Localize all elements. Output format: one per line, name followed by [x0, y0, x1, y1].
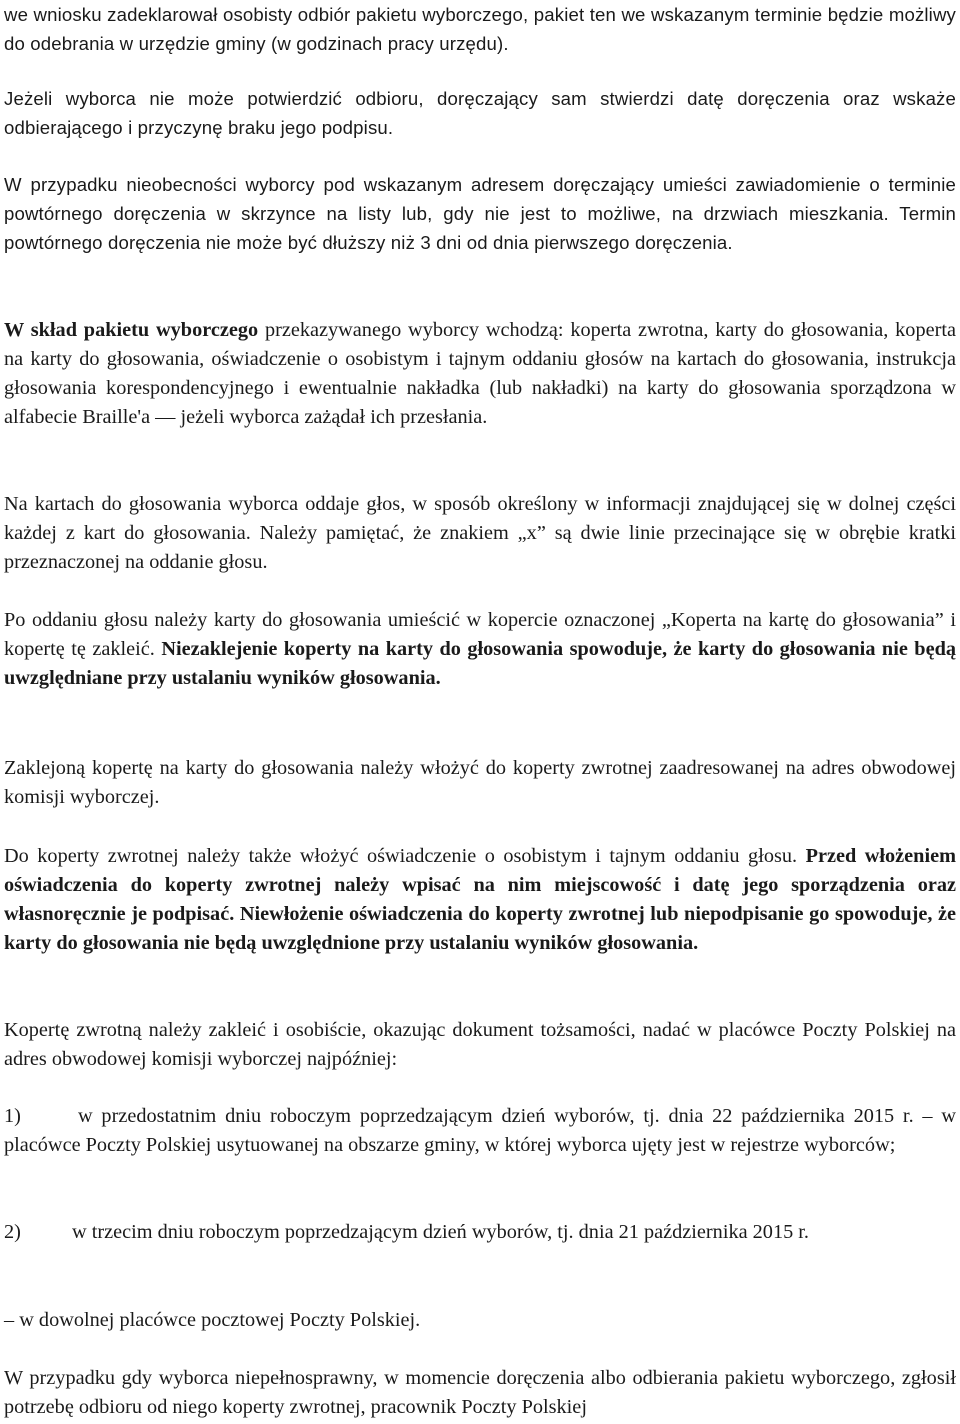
list-item-1 — [4, 1102, 956, 1160]
paragraph-delivery-confirmation: Jeżeli wyborca nie może potwierdzić odbioru, doręczający sam stwierdzi datę doręczenia oraz wskaże odbierającego i przyczynę braku jego podpisu. — [4, 88, 956, 138]
paragraph-return-envelope: Zaklejoną kopertę na karty do głosowania należy włożyć do koperty zwrotnej zaadresowanej na adres obwodowej komisji wyborczej. — [4, 757, 956, 808]
paragraph-statement — [4, 842, 956, 958]
list-item-2 — [4, 1218, 956, 1247]
sealing-envelope-warning: Niezaklejenie koperty na karty do głosowania spowoduje, że karty do głosowania nie będą uwzględniane przy ustalaniu wyników głosowania. — [4, 638, 956, 689]
paragraph-any-post-office: – w dowolnej placówce pocztowej Poczty Polskiej. — [4, 1309, 421, 1331]
paragraph-absence: W przypadku nieobecności wyborcy pod wskazanym adresem doręczający umieści zawiadomienie o terminie powtórnego doręczenia w skrzynce na listy lub, gdy nie jest to możliwe, na drzwiach mieszkania. Termin powtórnego doręczenia nie może być dłuższy niż 3 dni od dnia pierwszego doręczenia. — [4, 174, 956, 253]
paragraph-posting-deadline: Kopertę zwrotną należy zakleić i osobiście, okazując dokument tożsamości, nadać w placówce Poczty Polskiej na adres obwodowej komisji wyborczej najpóźniej: — [4, 1019, 956, 1070]
list-item-2-text: w trzecim dniu roboczym poprzedzającym dzień wyborów, tj. dnia 21 października 2015 r. — [72, 1221, 810, 1243]
paragraph-sealing-envelope — [4, 606, 956, 693]
list-item-2-number: 2) — [4, 1221, 21, 1243]
paragraph-voting-method: Na kartach do głosowania wyborca oddaje głos, w sposób określony w informacji znajdującej się w dolnej części każdej z kart do głosowania. Należy pamiętać, że znakiem „x” są dwie linie przecinające się w obrębie kratki przeznaczonej na oddanie głosu. — [4, 493, 956, 573]
package-contents-text: przekazywanego wyborcy wchodzą: koperta zwrotna, karty do głosowania, koperta na karty do głosowania, oświadczenie o osobistym i tajnym oddaniu głosów na kartach do głosowania, instrukcja głosowania korespondencyjnego i ewentualnie nakładka (lub nakładki) na karty do głosowania sporządzona w alfabecie Braille'a ― jeżeli wyborca zażądał ich przesłania. — [4, 319, 956, 428]
paragraph-package-contents — [4, 316, 956, 432]
statement-text: Do koperty zwrotnej należy także włożyć oświadczenie o osobistym i tajnym oddaniu głosu. — [4, 845, 806, 867]
sealing-envelope-text: Po oddaniu głosu należy karty do głosowania umieścić w kopercie oznaczonej „Koperta na kartę do głosowania” i kopertę tę zakleić. — [4, 609, 956, 660]
package-contents-heading: W skład pakietu wyborczego — [4, 319, 259, 341]
paragraph-disabled-voter: W przypadku gdy wyborca niepełnosprawny, w momencie doręczenia albo odbierania pakietu wyborczego, zgłosił potrzebę odbioru od niego koperty zwrotnej, pracownik Poczty Polskiej — [4, 1367, 956, 1418]
list-item-1-number: 1) — [4, 1105, 21, 1127]
statement-warning: Przed włożeniem oświadczenia do koperty zwrotnej należy wpisać na nim miejscowość i datę jego sporządzenia oraz własnoręcznie je podpisać. Niewłożenie oświadczenia do koperty zwrotnej lub niepodpisanie go spowoduje, że karty do głosowania nie będą uwzględnione przy ustalaniu wyników głosowania. — [4, 845, 956, 954]
paragraph-personal-pickup: we wniosku zadeklarował osobisty odbiór pakietu wyborczego, pakiet ten we wskazanym terminie będzie możliwy do odebrania w urzędzie gminy (w godzinach pracy urzędu). — [4, 4, 956, 54]
list-item-1-text: w przedostatnim dniu roboczym poprzedzającym dzień wyborów, tj. dnia 22 października 2015 r. – w placówce Poczty Polskiej usytuowanej na obszarze gminy, w której wyborca ujęty jest w rejestrze wyborców; — [4, 1105, 956, 1156]
